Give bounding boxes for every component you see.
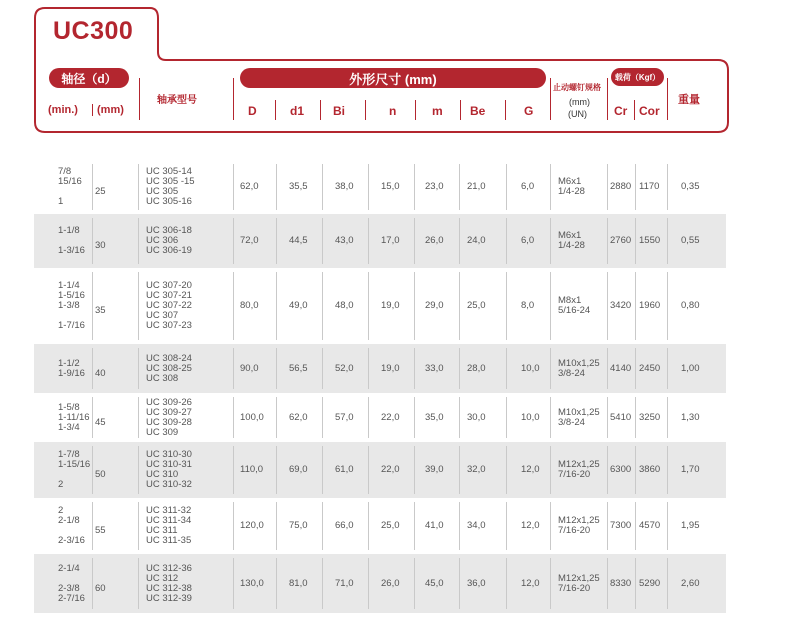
cell-d1: 35,5 [289,181,308,192]
column-divider [322,502,323,550]
column-divider [368,164,369,210]
cell-D: 130,0 [240,577,264,589]
cell-screw: M6x1 1/4-28 [558,230,585,251]
column-divider [550,397,551,438]
column-divider [322,446,323,494]
column-divider [607,558,608,609]
cell-cr: 3420 [610,300,632,311]
column-divider [92,272,93,340]
column-divider [550,164,551,210]
cell-w: 1,70 [681,464,700,475]
cell-G: 10,0 [521,411,540,423]
cell-screw: M12x1,25 7/16-20 [558,515,600,536]
column-divider [506,558,507,609]
cell-w: 2,60 [681,577,700,589]
cell-G: 8,0 [521,300,535,311]
column-divider [635,502,636,550]
cell-model: UC 312-36 UC 312 UC 312-38 UC 312-39 [146,562,192,604]
column-divider [414,397,415,438]
cell-mm: 45 [95,416,106,428]
cell-screw: M6x1 1/4-28 [558,176,585,197]
screw-mm-label: (mm) [569,97,590,107]
cell-cr: 7300 [610,520,632,531]
cell-m: 23,0 [425,181,444,192]
cell-w: 0,55 [681,235,700,246]
cell-cor: 5290 [639,577,661,589]
cell-inch: 2 2-1/8 2-3/16 [58,505,85,546]
cell-mm: 30 [95,240,106,251]
column-divider [635,218,636,264]
column-divider [368,558,369,609]
cell-n: 19,0 [381,300,400,311]
cell-Bi: 66,0 [335,520,354,531]
column-divider [459,558,460,609]
divider [139,78,140,120]
column-divider [459,218,460,264]
cell-inch: 2-1/4 2-3/8 2-7/16 [58,562,85,604]
column-divider [233,272,234,340]
cell-D: 100,0 [240,411,264,423]
column-divider [667,272,668,340]
cell-m: 45,0 [425,577,444,589]
cell-cor: 1170 [639,181,660,192]
cell-G: 12,0 [521,520,540,531]
column-divider [233,446,234,494]
column-divider [506,348,507,389]
column-divider [607,218,608,264]
cell-G: 12,0 [521,577,540,589]
column-divider [322,272,323,340]
cell-mm: 25 [95,186,106,197]
column-divider [667,218,668,264]
column-divider [414,502,415,550]
cell-cor: 1960 [639,300,661,311]
cell-model: UC 310-30 UC 310-31 UC 310 UC 310-32 [146,449,192,490]
cell-d1: 81,0 [289,577,308,589]
divider [634,100,635,120]
divider [550,78,551,120]
cell-m: 41,0 [425,520,444,531]
cell-w: 0,35 [681,181,700,192]
cell-screw: M10x1,25 3/8-24 [558,357,600,379]
column-divider [368,218,369,264]
column-divider [322,397,323,438]
cell-m: 35,0 [425,411,444,423]
cell-n: 15,0 [381,181,400,192]
cell-cr: 5410 [610,411,632,423]
cell-cor: 3250 [639,411,661,423]
column-divider [322,218,323,264]
cell-cr: 4140 [610,362,632,374]
column-divider [233,218,234,264]
divider [320,100,321,120]
column-divider [459,397,460,438]
cell-model: UC 311-32 UC 311-34 UC 311 UC 311-35 [146,505,192,546]
page-title: UC300 [53,17,134,45]
column-divider [506,502,507,550]
screw-un-label: (UN) [568,109,587,119]
cell-model: UC 307-20 UC 307-21 UC 307-22 UC 307 UC 307-23 [146,280,192,331]
column-divider [607,446,608,494]
column-divider [138,272,139,340]
cell-d1: 44,5 [289,235,308,246]
column-divider [550,348,551,389]
column-divider [138,558,139,609]
cell-w: 1,95 [681,520,700,531]
cell-screw: M12x1,25 7/16-20 [558,572,600,594]
cell-n: 22,0 [381,464,400,475]
column-divider [607,348,608,389]
cell-d1: 49,0 [289,300,308,311]
column-divider [276,502,277,550]
cell-cor: 2450 [639,362,661,374]
column-divider [667,397,668,438]
cell-Be: 30,0 [467,411,486,423]
cell-model: UC 308-24 UC 308-25 UC 308 [146,352,192,384]
column-divider [138,446,139,494]
cell-D: 120,0 [240,520,264,531]
column-divider [635,558,636,609]
column-divider [667,164,668,210]
column-divider [233,397,234,438]
mm-label: (mm) [97,104,124,116]
column-divider [92,502,93,550]
column-divider [322,164,323,210]
cell-Be: 24,0 [467,235,486,246]
cell-n: 17,0 [381,235,400,246]
cr-label: Cr [614,104,628,118]
weight-label: 重量 [678,94,700,106]
divider [233,78,234,120]
column-divider [506,397,507,438]
cell-cr: 2880 [610,181,632,192]
column-divider [550,502,551,550]
cell-cor: 3860 [639,464,661,475]
divider [667,78,668,120]
column-divider [414,558,415,609]
column-divider [550,218,551,264]
column-divider [607,164,608,210]
divider [607,78,608,120]
column-divider [667,502,668,550]
cell-w: 0,80 [681,300,700,311]
column-divider [414,218,415,264]
cell-Be: 28,0 [467,362,486,374]
column-divider [138,348,139,389]
cell-cor: 1550 [639,235,661,246]
column-divider [506,272,507,340]
cell-Bi: 57,0 [335,411,354,423]
column-divider [550,558,551,609]
dim-col-d1: d1 [290,104,305,118]
column-divider [233,502,234,550]
load-label: 载荷（Kgf） [614,72,661,82]
cell-mm: 50 [95,469,106,480]
dim-col-n: n [389,104,397,118]
cell-G: 10,0 [521,362,540,374]
column-divider [92,397,93,438]
cell-n: 25,0 [381,520,400,531]
dim-col-bi: Bi [333,104,345,118]
column-divider [368,446,369,494]
column-divider [459,502,460,550]
cell-mm: 55 [95,525,106,536]
cell-d1: 75,0 [289,520,308,531]
column-divider [414,446,415,494]
cell-inch: 1-5/8 1-11/16 1-3/4 [58,401,90,433]
cell-cr: 2760 [610,235,632,246]
cell-Bi: 52,0 [335,362,354,374]
cell-D: 110,0 [240,464,264,475]
cell-mm: 40 [95,367,106,379]
column-divider [276,397,277,438]
column-divider [459,446,460,494]
cell-model: UC 306-18 UC 306 UC 306-19 [146,225,192,256]
cell-d1: 62,0 [289,411,308,423]
cell-Bi: 48,0 [335,300,354,311]
column-divider [138,502,139,550]
cell-Bi: 43,0 [335,235,354,246]
min-label: (min.) [48,104,78,116]
column-divider [635,397,636,438]
column-divider [635,272,636,340]
cell-mm: 35 [95,305,106,316]
dimensions-pill [240,68,546,88]
column-divider [368,348,369,389]
cell-w: 1,30 [681,411,700,423]
cell-m: 26,0 [425,235,444,246]
column-divider [276,348,277,389]
cell-inch: 1-1/8 1-3/16 [58,225,85,256]
column-divider [276,446,277,494]
cell-n: 26,0 [381,577,400,589]
column-divider [138,218,139,264]
column-divider [414,272,415,340]
cell-Bi: 71,0 [335,577,354,589]
column-divider [459,272,460,340]
column-divider [667,446,668,494]
column-divider [607,502,608,550]
column-divider [233,348,234,389]
cell-cor: 4570 [639,520,661,531]
cell-D: 62,0 [240,181,259,192]
cor-label: Cor [639,104,660,118]
column-divider [368,272,369,340]
load-pill [611,68,664,86]
column-divider [607,272,608,340]
column-divider [635,348,636,389]
column-divider [233,558,234,609]
divider [415,100,416,120]
column-divider [138,164,139,210]
cell-inch: 1-1/4 1-5/16 1-3/8 1-7/16 [58,280,85,331]
divider [365,100,366,120]
column-divider [276,558,277,609]
cell-model: UC 305-14 UC 305 -15 UC 305 UC 305-16 [146,166,195,207]
column-divider [607,397,608,438]
cell-Be: 34,0 [467,520,486,531]
column-divider [635,446,636,494]
cell-D: 80,0 [240,300,259,311]
column-divider [322,558,323,609]
dim-col-m: m [432,104,443,118]
screw-spec-label: 止动螺钉规格 [553,83,601,92]
column-divider [368,502,369,550]
column-divider [667,348,668,389]
column-divider [414,348,415,389]
cell-inch: 1-7/8 1-15/16 2 [58,449,91,490]
column-divider [138,397,139,438]
column-divider [233,164,234,210]
dim-col-be: Be [470,104,486,118]
column-divider [506,164,507,210]
cell-m: 39,0 [425,464,444,475]
column-divider [506,218,507,264]
column-divider [459,348,460,389]
cell-Be: 36,0 [467,577,486,589]
dim-col-d: D [248,104,257,118]
column-divider [506,446,507,494]
divider [505,100,506,120]
column-divider [92,348,93,389]
cell-w: 1,00 [681,362,700,374]
cell-inch: 1-1/2 1-9/16 [58,357,85,379]
cell-D: 90,0 [240,362,259,374]
divider [92,104,93,116]
dim-col-g: G [524,104,534,118]
column-divider [92,164,93,210]
column-divider [92,558,93,609]
cell-D: 72,0 [240,235,259,246]
column-divider [368,397,369,438]
cell-cr: 6300 [610,464,632,475]
cell-Bi: 61,0 [335,464,354,475]
cell-n: 22,0 [381,411,400,423]
column-divider [92,218,93,264]
divider [460,100,461,120]
cell-screw: M8x1 5/16-24 [558,295,591,316]
cell-m: 33,0 [425,362,444,374]
column-divider [414,164,415,210]
shaft-dia-pill [49,68,129,88]
cell-model: UC 309-26 UC 309-27 UC 309-28 UC 309 [146,396,192,438]
cell-screw: M10x1,25 3/8-24 [558,406,600,428]
cell-inch: 7/8 15/16 1 [58,166,82,207]
cell-Be: 21,0 [467,181,486,192]
column-divider [276,272,277,340]
bearing-model-label: 轴承型号 [157,95,197,106]
column-divider [92,446,93,494]
cell-mm: 60 [95,582,106,594]
column-divider [550,446,551,494]
cell-Be: 32,0 [467,464,486,475]
column-divider [667,558,668,609]
column-divider [276,218,277,264]
cell-G: 6,0 [521,235,535,246]
cell-n: 19,0 [381,362,400,374]
cell-Be: 25,0 [467,300,486,311]
cell-G: 12,0 [521,464,540,475]
shaft-dia-label: 轴径（d） [61,71,117,86]
cell-Bi: 38,0 [335,181,354,192]
column-divider [276,164,277,210]
divider [275,100,276,120]
column-divider [322,348,323,389]
dimensions-label: 外形尺寸 (mm) [349,71,437,87]
cell-d1: 56,5 [289,362,308,374]
column-divider [459,164,460,210]
cell-cr: 8330 [610,577,632,589]
column-divider [550,272,551,340]
cell-m: 29,0 [425,300,444,311]
column-divider [635,164,636,210]
cell-d1: 69,0 [289,464,308,475]
cell-screw: M12x1,25 7/16-20 [558,459,600,480]
cell-G: 6,0 [521,181,535,192]
